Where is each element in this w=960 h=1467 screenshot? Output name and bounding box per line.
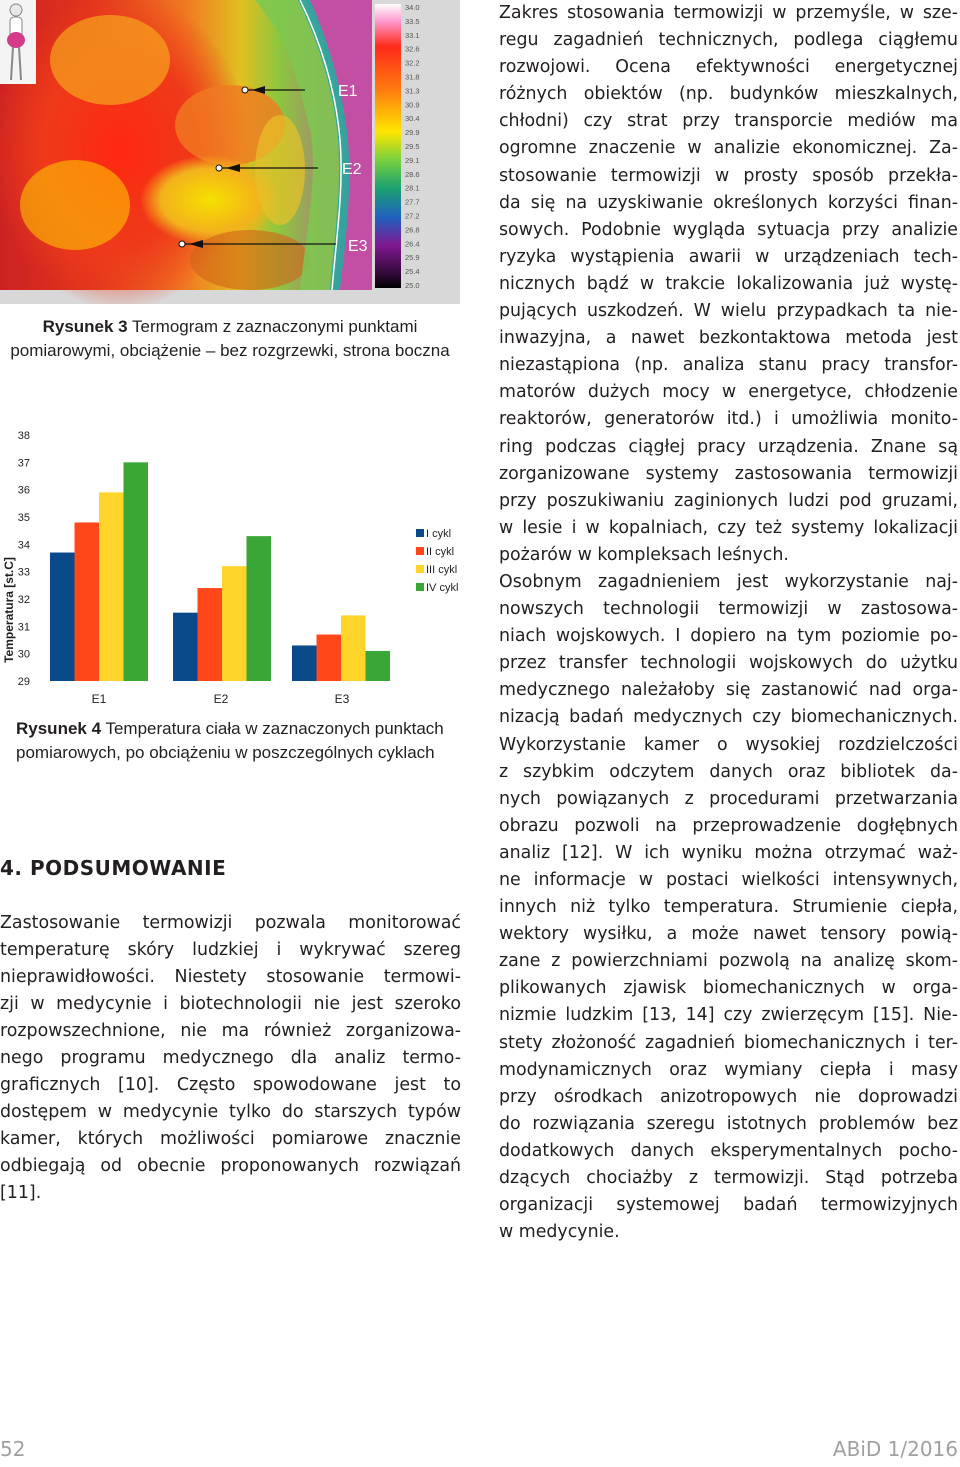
figure4-caption-line2: pomiarowych, po obciążeniu w poszczególnych cyklach xyxy=(16,743,435,762)
scale-label: 31.8 xyxy=(405,72,420,82)
bar-e3-series-4 xyxy=(366,651,391,681)
section-heading: 4. PODSUMOWANIE xyxy=(0,856,227,880)
scale-label: 27.2 xyxy=(405,211,420,221)
text-line: dodatkowych danych eksperymentalnych pocho- xyxy=(499,1140,958,1161)
text-line: stosowanie termowizji w prosty sposób przekła- xyxy=(499,165,958,186)
text-line: różnych obiektów (np. budynków mieszkalnych, xyxy=(499,84,958,105)
text-line: pożarów w kompleksach leśnych. xyxy=(499,544,789,565)
bar-chart-svg xyxy=(0,420,470,710)
scale-label: 32.2 xyxy=(405,58,420,68)
scale-label: 33.5 xyxy=(405,16,420,26)
bar-e1-series-1 xyxy=(50,553,75,681)
text-line: do rozwiązania szeregu istotnych problemów bez xyxy=(499,1113,958,1134)
text-line: nowszych technologii termowizji w zastosowa- xyxy=(499,599,958,620)
y-tick-label: 35 xyxy=(17,512,30,524)
text-line: niach wojskowych. I dopiero na tym poziomie po- xyxy=(499,626,958,647)
label-e2: E2 xyxy=(342,161,362,178)
scale-label: 28.1 xyxy=(405,183,420,193)
text-line: dostępem w medycynie tylko do starszych typów xyxy=(0,1102,461,1122)
text-line: plikowanych zjawisk biomechanicznych w orga- xyxy=(499,978,958,999)
journal-issue: ABiD 1/2016 xyxy=(832,1437,958,1461)
text-line: innych niż tylko temperatura. Strumienie ciepła, xyxy=(499,897,958,918)
text-line: rozwojowi. Ocena efektywności energetycznej xyxy=(499,57,958,78)
x-tick-label: E3 xyxy=(334,692,350,706)
scale-label: 33.1 xyxy=(405,30,420,40)
text-line: nicznych bądź w trakcie lokalizowania już wystę- xyxy=(499,273,958,294)
text-line: sowych. Podobnie wygląda sytuacja przy analizie xyxy=(499,219,958,240)
scale-label: 25.9 xyxy=(405,253,420,263)
text-line: nego programu medycznego dla analiz termo- xyxy=(0,1048,461,1068)
bar-chart xyxy=(0,420,470,710)
text-line: nieprawidłowości. Niestety stosowanie termowi- xyxy=(0,967,461,987)
thermogram-image xyxy=(0,0,460,304)
bar-e2-series-4 xyxy=(247,536,272,681)
text-line: ogromne znaczenie w analizie ekonomicznej. Za- xyxy=(499,138,958,159)
y-tick-label: 37 xyxy=(17,457,30,470)
text-line: Zakres stosowania termowizji w przemyśle, w sze- xyxy=(499,3,958,23)
text-line: dzących chociażby z termowizji. Stąd potrzeba xyxy=(499,1168,958,1189)
page-number: 52 xyxy=(0,1437,26,1461)
bar-e1-series-4 xyxy=(124,462,149,681)
text-line: w medycynie. xyxy=(499,1222,620,1243)
text-line: organizacji systemowej badań termowizyjnych xyxy=(499,1195,958,1216)
bar-e1-series-3 xyxy=(99,492,124,681)
text-line: przez transfer technologii wojskowych do użytku xyxy=(499,653,958,674)
legend-label: II cykl xyxy=(426,546,455,558)
figure4-caption-text: Temperatura ciała w zaznaczonych punktach xyxy=(101,719,444,738)
figure3-caption-number: Rysunek 3 xyxy=(42,317,128,336)
scale-label: 28.6 xyxy=(405,169,420,179)
color-scale-bar xyxy=(375,4,401,288)
y-tick-label: 33 xyxy=(17,566,30,579)
bar-e3-series-1 xyxy=(292,645,317,681)
scale-label: 25.0 xyxy=(405,281,420,290)
thermogram-figure xyxy=(0,0,460,304)
y-tick-label: 31 xyxy=(17,621,30,634)
text-line: matorów dużych mocy w energetyce, chłodzenie xyxy=(499,382,958,403)
legend-swatch xyxy=(416,583,424,591)
text-line: reaktorów, generatorów itd.) i umożliwia monito- xyxy=(499,409,958,430)
x-tick-label: E2 xyxy=(213,692,229,706)
label-e3: E3 xyxy=(348,238,368,255)
bar-e1-series-2 xyxy=(75,522,100,681)
scale-label: 30.9 xyxy=(405,100,420,110)
text-line: ring podczas ciągłej pracy urządzenia. Znane są xyxy=(499,436,958,457)
text-line: zorganizowane systemy zastosowania termowizji xyxy=(499,463,958,484)
scale-label: 32.6 xyxy=(405,44,420,54)
y-tick-label: 38 xyxy=(17,430,30,442)
bar-e2-series-3 xyxy=(222,566,247,681)
text-line: ne informacje w postaci wielkości intensywnych, xyxy=(499,870,958,890)
bar-e3-series-3 xyxy=(341,615,366,681)
text-line: obrazu pozwoli na przeprowadzenie dogłębnych xyxy=(499,815,958,836)
bar-e3-series-2 xyxy=(317,635,342,681)
text-line: da się na uzyskiwanie określonych korzyści finan- xyxy=(499,192,958,213)
scale-label: 31.3 xyxy=(405,86,420,96)
legend-swatch xyxy=(416,529,424,537)
y-tick-label: 30 xyxy=(17,648,30,661)
y-tick-label: 34 xyxy=(17,539,30,552)
y-tick-label: 36 xyxy=(17,484,30,497)
text-line: zji w medycynie i biotechnologii nie jest szeroko xyxy=(0,994,461,1014)
bar-e2-series-2 xyxy=(198,588,223,681)
text-line: analiz [12]. W ich wyniku można otrzymać waż- xyxy=(499,842,958,863)
bar-e2-series-1 xyxy=(173,613,198,681)
scale-label: 29.1 xyxy=(405,155,420,165)
text-line: przy poszukiwaniu zaginionych ludzi pod gruzami, xyxy=(499,490,958,511)
text-line: nych powiązanych z procedurami przetwarzania xyxy=(499,788,958,809)
text-line: chłodni) czy strat przy transporcie mediów ma xyxy=(499,111,958,132)
x-tick-label: E1 xyxy=(91,692,107,706)
label-e1: E1 xyxy=(338,83,358,100)
text-line: Wykorzystanie kamer o wysokiej rozdzielczości xyxy=(499,734,958,755)
scale-label: 29.5 xyxy=(405,142,420,151)
left-column-text xyxy=(0,910,461,1207)
text-line: z szybkim odczytem danych oraz bibliotek da- xyxy=(499,761,958,782)
text-line: regu zagadnień technicznych, podlega ciągłemu xyxy=(499,30,958,51)
text-line: stety złożoność zagadnień biomechanicznych i ter- xyxy=(499,1032,958,1053)
legend-label: I cykl xyxy=(426,528,452,540)
scale-label: 26.8 xyxy=(405,225,420,235)
scale-label: 30.4 xyxy=(405,114,420,124)
right-column-text xyxy=(499,0,958,1246)
text-line: modynamicznych oraz wymiany ciepła i masy xyxy=(499,1059,958,1080)
scale-label: 27.7 xyxy=(405,197,420,207)
text-line: nizacją badań medycznych czy biomechanicznych. xyxy=(499,707,958,728)
scale-label: 25.4 xyxy=(405,267,420,277)
text-line: ryzyka wystąpienia awarii w urządzeniach tech- xyxy=(499,246,958,267)
text-line: niezastąpiona (np. analiza stanu pracy transfor- xyxy=(499,355,958,376)
scale-label: 29.9 xyxy=(405,128,420,138)
text-line: graficznych [10]. Często spowodowane jest to xyxy=(0,1075,461,1095)
text-line: zane z powierzchniami pozwolą na analizę skom- xyxy=(499,951,958,972)
figure3-caption-line2: pomiarowymi, obciążenie – bez rozgrzewki, strona boczna xyxy=(10,341,450,360)
legend-swatch xyxy=(416,565,424,573)
text-line: inwazyjna, a nawet bezkontaktowa metoda jest xyxy=(499,328,958,349)
y-tick-label: 29 xyxy=(17,676,30,688)
scale-label: 26.4 xyxy=(405,239,420,249)
text-line: przy ośrodkach anizotropowych nie doprowadzi xyxy=(499,1086,958,1107)
text-line: kamer, których możliwości pomiarowe znacznie xyxy=(0,1129,461,1149)
text-line: Zastosowanie termowizji pozwala monitorować xyxy=(0,913,461,933)
text-line: medycznego należałoby się zastanowić nad orga- xyxy=(499,680,958,701)
text-line: temperaturę skóry ludzkiej i wykrywać szereg xyxy=(0,940,461,960)
text-line: odbiegają od obecnie proponowanych rozwiązań xyxy=(0,1156,461,1176)
figure3-caption xyxy=(0,315,460,363)
text-line: [11]. xyxy=(0,1183,42,1203)
text-line: wektory wysiłku, a może nawet tensory powią- xyxy=(499,924,958,945)
scale-label: 34.0 xyxy=(405,3,420,12)
text-line: Osobnym zagadnieniem jest wykorzystanie naj- xyxy=(499,571,958,592)
y-tick-label: 32 xyxy=(17,594,30,606)
text-line: w lesie i w kopalniach, czy też systemy lokalizacji xyxy=(499,517,958,538)
legend-label: IV cykl xyxy=(426,582,459,594)
figure3-caption-text: Termogram z zaznaczonymi punktami xyxy=(127,317,418,336)
legend-swatch xyxy=(416,547,424,555)
figure4-caption xyxy=(16,717,466,765)
text-line: pujących uszkodzeń. W wielu przypadkach ta nie- xyxy=(499,301,958,322)
color-scale-labels xyxy=(405,3,420,290)
figure4-caption-number: Rysunek 4 xyxy=(16,719,102,738)
text-line: rozpowszechnione, nie ma również zorganizowa- xyxy=(0,1021,461,1041)
legend-label: III cykl xyxy=(426,564,458,576)
text-line: nizmie ludzkim [13, 14] czy zwierzęcym [15]. Nie- xyxy=(499,1005,958,1026)
y-axis-label: Temperatura [st.C] xyxy=(2,557,16,663)
